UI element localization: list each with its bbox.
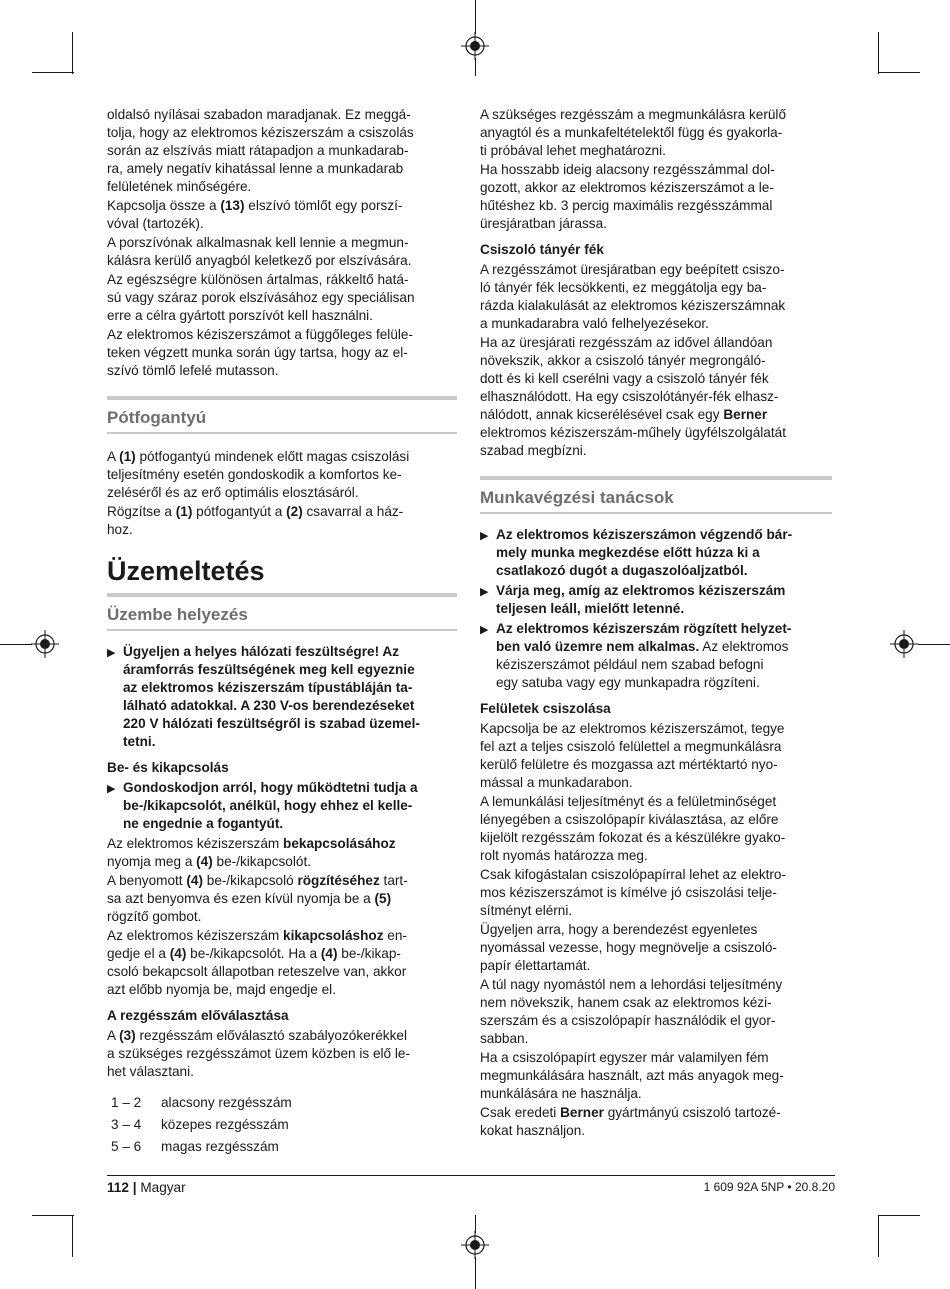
crop-mark [32,1215,74,1216]
crop-mark [918,644,950,645]
warning-bullet: ▶ Ügyeljen a helyes hálózati feszültségre! Az áramforrás feszültségének meg kell egyeznie az elektromos kéziszerszám típustábláján ta- lálható adatokkal. A 230 V-os berendezéseket 220 V hálózati feszültségről is szabad üzemel- tetni. [107,644,420,749]
section-title: Üzembe helyezés [107,605,248,624]
crop-mark [32,72,74,73]
subheading: Csiszoló tányér fék [480,242,604,257]
triangle-bullet-icon: ▶ [107,783,116,795]
speed-range: 1 – 2 [111,1095,142,1110]
registration-mark-icon [890,630,918,658]
crop-mark [72,32,73,74]
page-footer [107,1175,835,1195]
subheading: A rezgésszám előválasztása [107,1008,289,1023]
paragraph: Kapcsolja össze a (13) elszívó tömlőt egy porszí- vóval (tartozék). [107,198,403,231]
crop-mark [878,1215,879,1257]
subheading: Felületek csiszolása [480,701,611,716]
crop-mark [0,644,32,645]
paragraph: Az elektromos kéziszerszámot a függőleges felüle- teken végzett munka során úgy tartsa, hogy az el- szívó tömlő lefelé mutasson. [107,327,413,378]
section-header [107,593,457,631]
paragraph: A (3) rezgésszám előválasztó szabályozókerékkel a szükséges rezgésszámot üzem közben is elő le- het választani. [107,1028,410,1079]
paragraph: Ha a csiszolópapírt egyszer már valamilyen fém megmunkálására használt, azt más anyagok meg- munkálására ne használja. [480,1050,784,1101]
paragraph: Az elektromos kéziszerszám kikapcsoláshoz en- gedje el a (4) be-/kikapcsolót. Ha a (4) be-/kikap- csoló bekapcsolt állapotban reteszelve van, akkor azt előbb nyomja be, majd engedje el. [107,928,407,997]
paragraph: A benyomott (4) be-/kikapcsoló rögzítéséhez tart- sa azt benyomva és ezen kívül nyomja be a (5) rögzítő gombot. [107,873,408,924]
paragraph: Ha hosszabb ideig alacsony rezgésszámmal dol- gozott, akkor az elektromos kéziszerszámot a le- hűtéshez kb. 3 percig maximális rezgésszámmal üresjáratban járassa. [480,162,775,231]
paragraph: A (1) pótfogantyú mindenek előtt magas csiszolási teljesítmény esetén gondoskodik a komfortos ke- zeléséről és az erő optimális elosztásáról. [107,449,410,500]
paragraph: Ha az üresjárati rezgésszám az idővel állandóan növekszik, akkor a csiszoló tányér megrongáló- dott és ki kell cserélni vagy a csiszoló tányér fék elhasználódott. Ha egy csiszolótányér-fék elhasz- nálódott, annak kicserélésével csak egy Berner elektromos kéziszerszám-műhely ügyfélszolgálatát szabad megbízni. [480,335,786,458]
page-number: 112 [107,1180,129,1195]
document-code: 1 609 92A 5NP • 20.8.20 [703,1180,835,1194]
triangle-bullet-icon: ▶ [480,624,489,636]
registration-mark-icon [461,1231,489,1259]
crop-mark [878,72,920,73]
section-title: Munkavégzési tanácsok [480,488,674,507]
paragraph: Csak eredeti Berner gyártmányú csiszoló tartozé- kokat használjon. [480,1105,781,1138]
footer-page-info [107,1180,186,1195]
paragraph: Csak kifogástalan csiszolópapírral lehet az elektro- mos kéziszerszámot is kímélve jó csiszolási telje- sítményt elérni. [480,867,787,918]
crop-mark [72,1215,73,1257]
language-label: Magyar [140,1180,186,1195]
paragraph: A rezgésszámot üresjáratban egy beépített csiszo- ló tányér fék lecsökkenti, ez meggátolja egy ba- rázda kialakulását az elektromos kéziszerszámnak a munkadarabra való felhelyezésekor. [480,262,786,331]
crop-mark [878,32,879,74]
speed-row [111,1116,457,1134]
footer-separator: | [132,1180,137,1195]
warning-bullet: ▶ Várja meg, amíg az elektromos kéziszerszám teljesen leáll, mielőtt letenné. [480,583,786,616]
section-title: Pótfogantyú [107,408,207,427]
paragraph: Az egészségre különösen ártalmas, rákkeltő hatá- sú vagy száraz porok elszívásához egy speciálisan erre a célra gyártott porszívót kell használni. [107,272,415,323]
right-column [480,106,832,1141]
paragraph: Az elektromos kéziszerszám bekapcsolásához nyomja meg a (4) be-/kikapcsolót. [107,836,396,869]
paragraph: Ügyeljen arra, hogy a berendezést egyenletes nyomással vezesse, hogy megnövelje a csiszoló- papír élettartamát. [480,922,777,973]
speed-label: magas rezgésszám [161,1139,279,1154]
paragraph: Kapcsolja be az elektromos kéziszerszámot, tegye fel azt a teljes csiszoló felülettel a megmunkálásra kerülő felületre és mozgassa azt mértéktartó nyo- mással a munkadarabon. [480,721,785,790]
warning-bullet: ▶ Gondoskodjon arról, hogy működtetni tudja a be-/kikapcsolót, anélkül, hogy ehhez el kelle- ne engednie a fogantyút. [107,780,418,831]
crop-mark [475,0,476,34]
warning-bullet: ▶ Az elektromos kéziszerszám rögzített helyzet- ben való üzemre nem alkalmas. Az elektromos kéziszerszámot például nem szabad befogni egy satuba vagy egy munkapadra rögzíteni. [480,621,792,690]
crop-mark [475,58,476,76]
speed-row [111,1094,457,1112]
warning-bullet: ▶ Az elektromos kéziszerszámon végzendő bár- mely munka megkezdése előtt húzza ki a csatlakozó dugót a dugaszolóaljzatból. [480,527,793,578]
crop-mark [475,1257,476,1289]
speed-row [111,1138,457,1156]
speed-label: közepes rezgésszám [161,1117,289,1132]
section-header [107,396,457,434]
paragraph: A szükséges rezgésszám a megmunkálásra kerülő anyagtól és a munkafeltételektől függ és gyakorla- ti próbával lehet meghatározni. [480,107,786,158]
subheading: Be- és kikapcsolás [107,760,229,775]
paragraph: A porszívónak alkalmasnak kell lennie a megmun- kálásra kerülő anyagból keletkező por elszívására. [107,235,412,268]
triangle-bullet-icon: ▶ [480,586,489,598]
speed-range: 5 – 6 [111,1139,142,1154]
triangle-bullet-icon: ▶ [480,530,489,542]
paragraph: oldalsó nyílásai szabadon maradjanak. Ez meggá- tolja, hogy az elektromos kéziszerszám a csiszolás során az elszívás miatt rátapadjon a munkadarab- ra, amely negatív kihatással lenne a munkadarab felületének minőségére. [107,107,414,194]
left-column [107,106,457,1160]
paragraph: Rögzítse a (1) pótfogantyút a (2) csavarral a ház- hoz. [107,504,404,537]
registration-mark-icon [461,32,489,60]
paragraph: A túl nagy nyomástól nem a lehordási teljesítmény nem növekszik, hanem csak az elektromos kézi- szerszám és a csiszolópapír használódik el gyor- sabban. [480,977,783,1046]
speed-range: 3 – 4 [111,1117,142,1132]
speed-label: alacsony rezgésszám [161,1095,292,1110]
chapter-heading: Üzemeltetés [107,556,265,586]
triangle-bullet-icon: ▶ [107,647,116,659]
crop-mark [878,1215,920,1216]
paragraph: A lemunkálási teljesítményt és a felületminőséget lényegében a csiszolópapír kiválasztása, az előre kijelölt rezgésszám fokozat és a készülékre gyako- rolt nyomás határozza meg. [480,794,786,863]
section-header [480,476,832,514]
registration-mark-icon [31,630,59,658]
